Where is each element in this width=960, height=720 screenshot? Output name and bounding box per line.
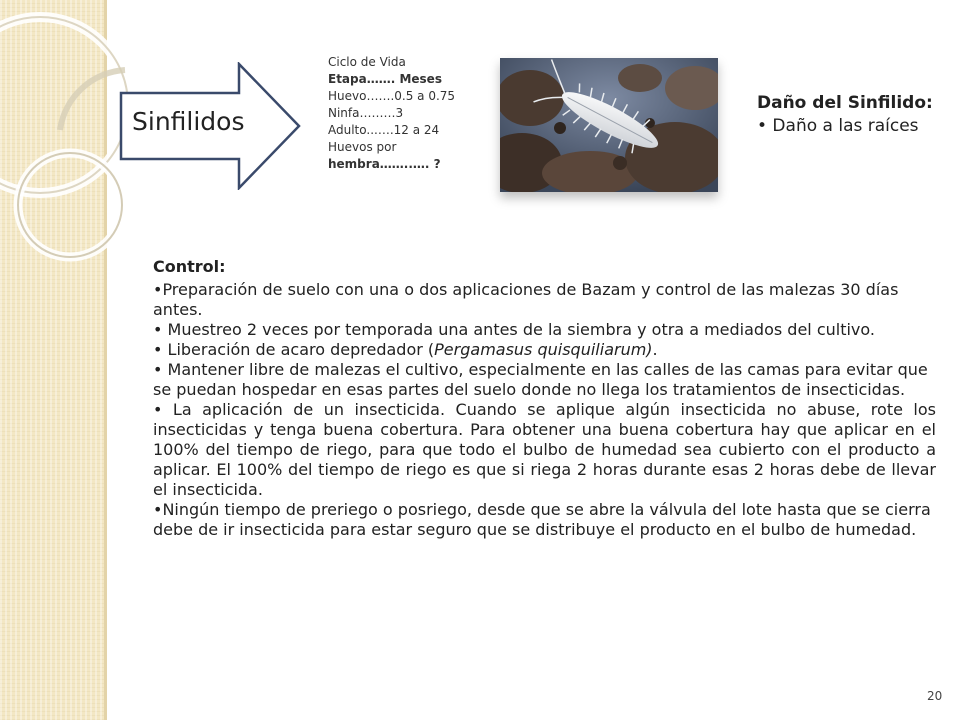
damage-item: • Daño a las raíces [757, 116, 919, 136]
symphylid-photo [500, 58, 718, 192]
soil-clump [618, 64, 662, 92]
species-name: Pergamasus quisquiliarum) [434, 340, 653, 359]
control-item: • La aplicación de un insecticida. Cuando se aplique algún insecticida no abuse, rote los insecticidas y tenga buena cobertura. Para obtener una buena cobertura hay que aplicar en el 100% del tiempo de riego, para que todo el bulbo de humedad sea cubierto con el producto a aplicar. El 100% del tiempo de riego es que si riega 2 horas durante esas 2 horas debe de llevar el insecticida. [153, 400, 936, 499]
life-cycle-row: hembra……..…. ? [328, 157, 441, 171]
page-number: 20 [927, 689, 943, 703]
damage-section [757, 93, 933, 136]
soil-grain [613, 156, 627, 170]
stage-header: Etapa……. Meses [328, 72, 442, 86]
control-item [153, 340, 936, 360]
decorative-arc [60, 70, 125, 130]
life-cycle-row: Huevo…….0.5 a 0.75 [328, 89, 456, 103]
life-cycle-row: Ninfa………3 [328, 106, 404, 120]
symphylid-image [500, 58, 718, 192]
soil-grain [554, 122, 566, 134]
control-title: Control: [153, 257, 226, 276]
control-item-text: . [652, 340, 658, 359]
decorative-ring-small-shade [18, 153, 122, 257]
damage-title: Daño del Sinfilido: [757, 93, 933, 113]
control-section [153, 257, 936, 540]
life-cycle-list [328, 54, 503, 173]
control-item-text: • Liberación de acaro depredador ( [153, 340, 435, 359]
control-item: • Mantener libre de malezas el cultivo, especialmente en las calles de las camas para evitar que se puedan hospedar en esas partes del suelo donde no llega los tratamientos de insecticidas. [153, 360, 928, 399]
control-item: • Muestreo 2 veces por temporada una antes de la siembra y otra a mediados del cultivo. [153, 320, 875, 339]
life-cycle-heading: Ciclo de Vida [328, 55, 406, 69]
control-item: •Preparación de suelo con una o dos aplicaciones de Bazam y control de las malezas 30 días antes. [153, 280, 899, 319]
arrow-label: Sinfilidos [132, 107, 245, 136]
control-item: •Ningún tiempo de preriego o posriego, desde que se abre la válvula del lote hasta que se cierra debe de ir insecticida para estar seguro que se distribuye el producto en el bulbo de humedad. [153, 500, 931, 539]
life-cycle-row: Adulto...….12 a 24 [328, 123, 440, 137]
life-cycle-row: Huevos por [328, 140, 397, 154]
